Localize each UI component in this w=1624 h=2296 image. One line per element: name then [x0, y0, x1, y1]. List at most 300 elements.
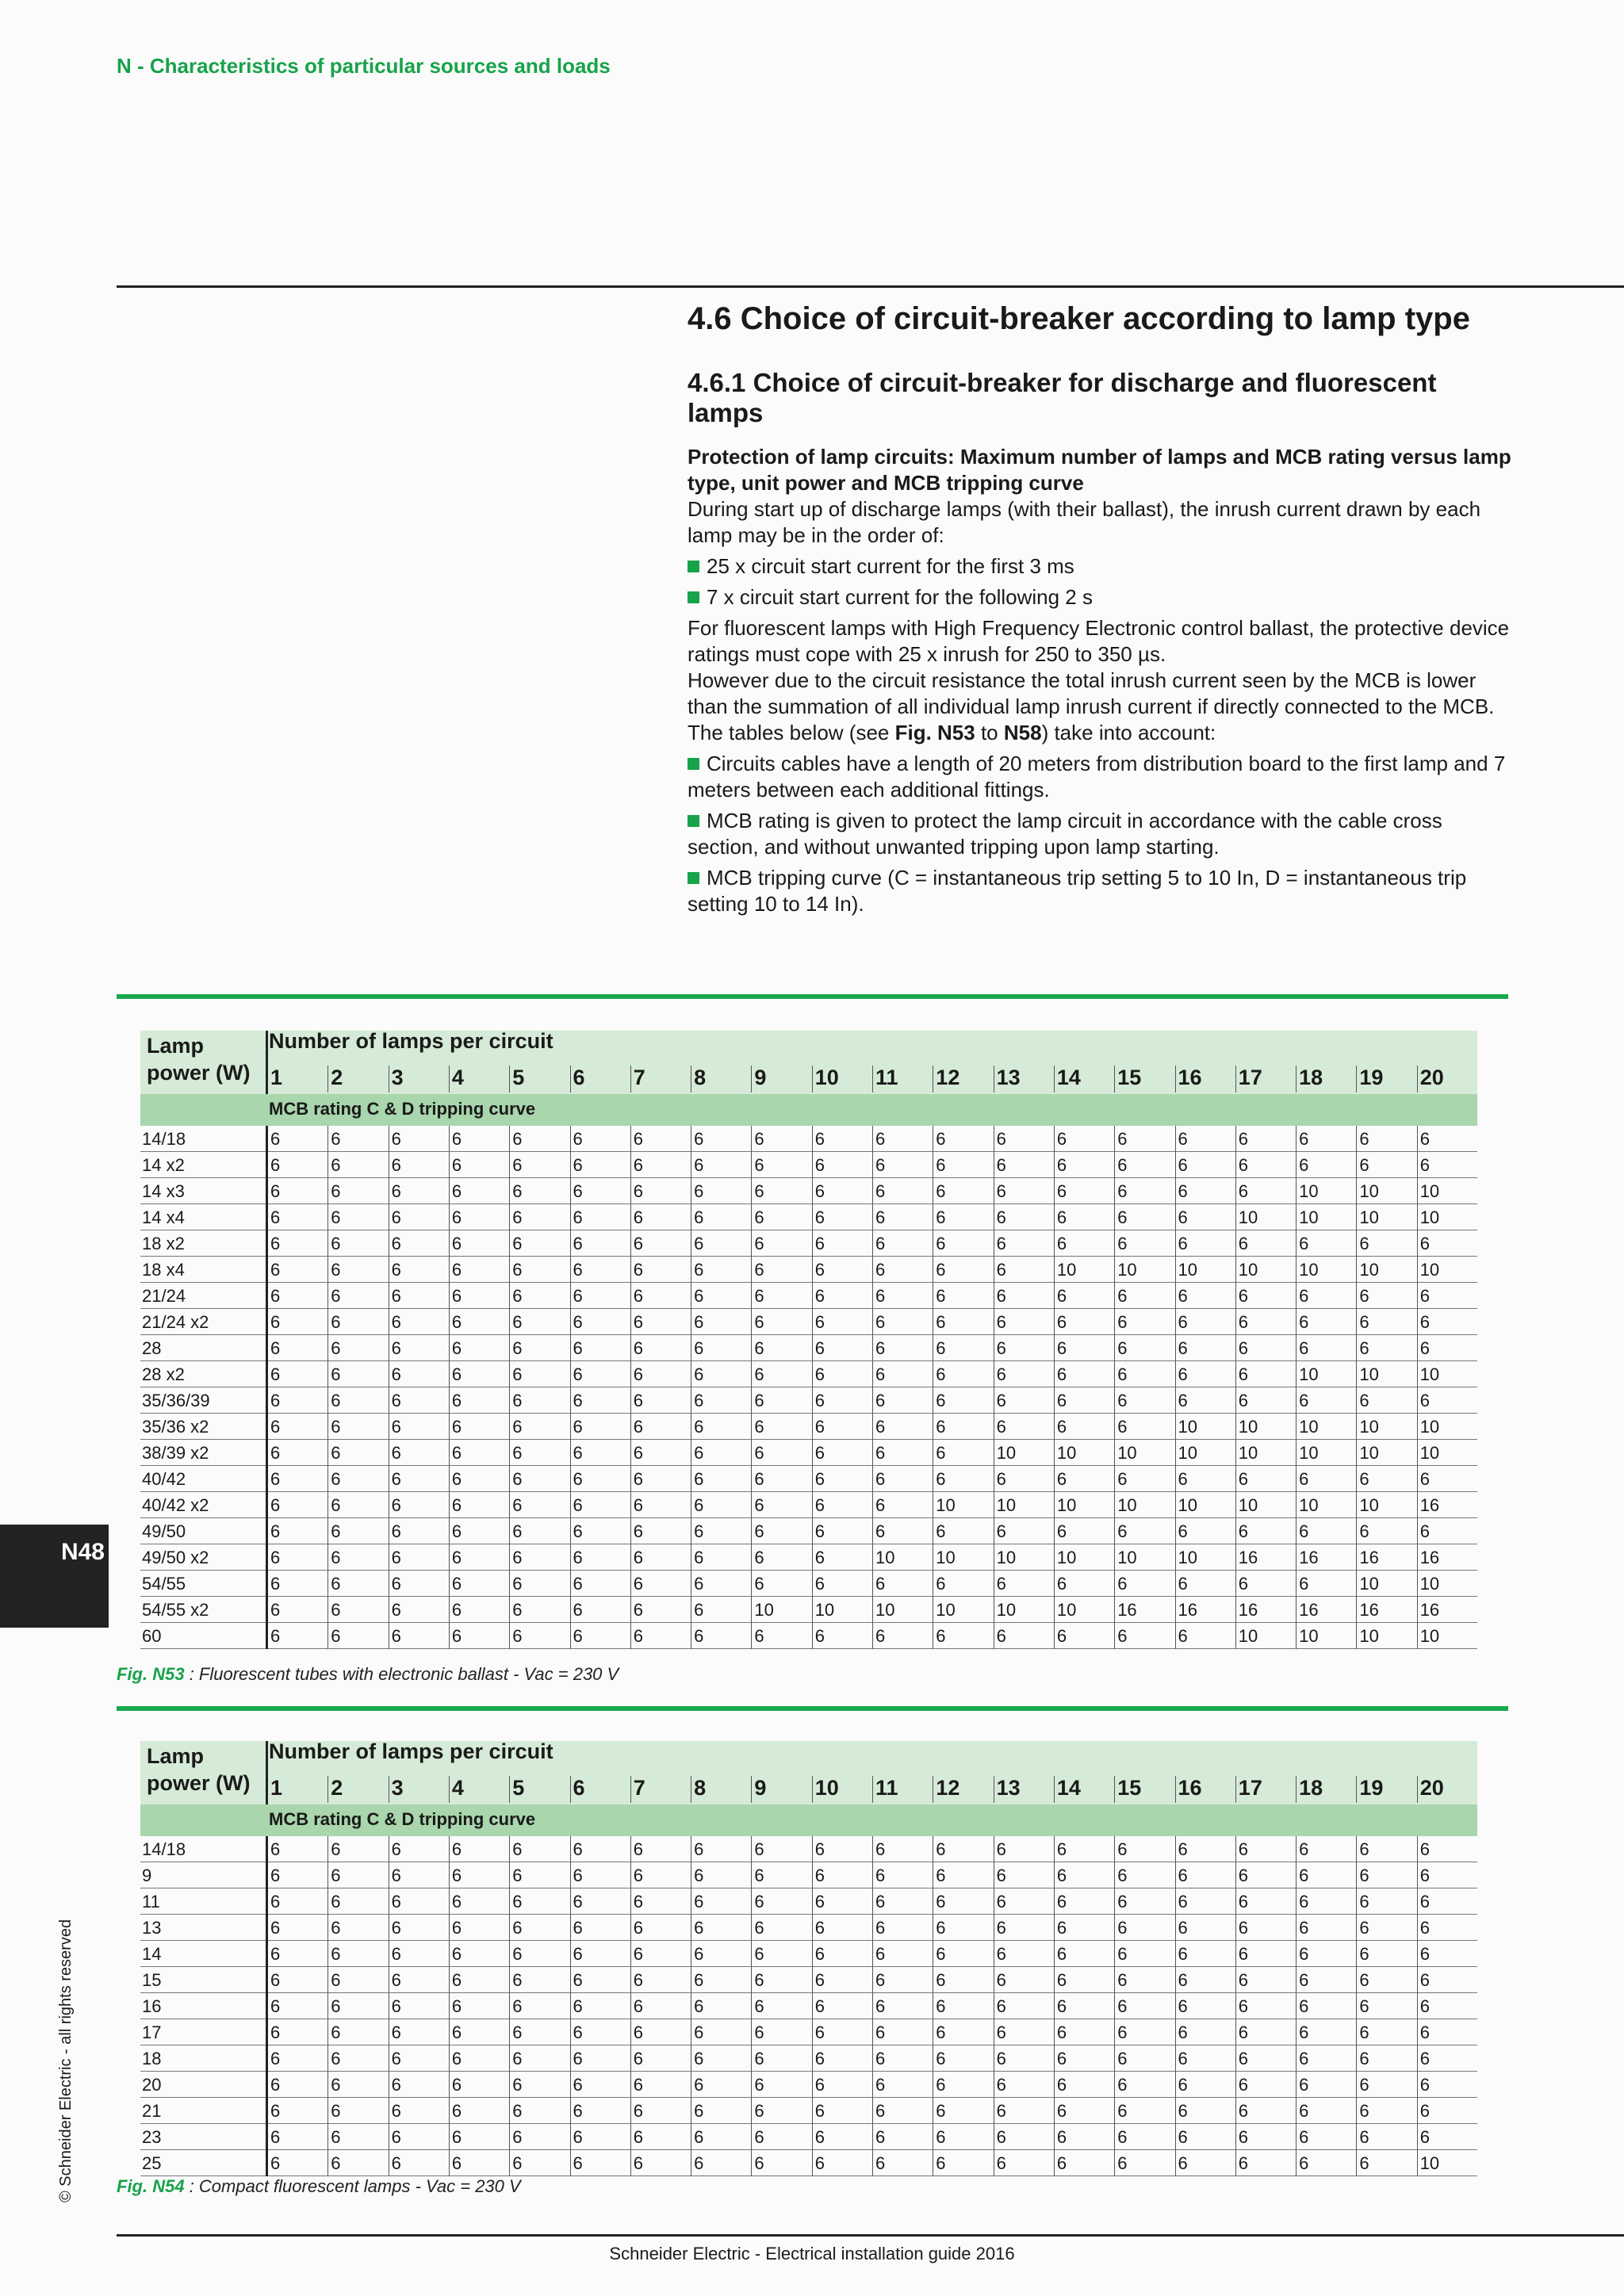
column-separator [812, 2045, 813, 2072]
mcb-rating-cell: 6 [936, 1626, 946, 1646]
top-rule [117, 285, 1624, 288]
mcb-rating-cell: 6 [1299, 1391, 1309, 1410]
column-separator [1114, 1941, 1115, 1967]
mcb-rating-cell: 6 [512, 1892, 523, 1911]
mcb-rating-cell: 6 [451, 2127, 462, 2147]
column-separator [751, 1126, 752, 1152]
mcb-rating-cell: 6 [391, 1417, 401, 1437]
column-separator [630, 2098, 631, 2124]
mcb-rating-cell: 6 [331, 1469, 341, 1489]
table-row [140, 2019, 1477, 2045]
label-column-rule [266, 1283, 268, 1309]
column-separator [1054, 1836, 1055, 1862]
mcb-rating-cell: 10 [936, 1548, 956, 1567]
column-separator [1054, 1152, 1055, 1178]
mcb-rating-cell: 10 [1419, 1443, 1440, 1463]
mcb-rating-cell: 6 [512, 1234, 523, 1253]
column-separator [630, 1230, 631, 1257]
mcb-rating-cell: 10 [936, 1600, 956, 1620]
mcb-rating-cell: 6 [270, 1866, 281, 1885]
column-separator [509, 2150, 510, 2176]
column-separator [812, 1492, 813, 1518]
mcb-rating-cell: 6 [270, 1286, 281, 1306]
table-row [140, 1967, 1477, 1993]
column-separator [327, 1836, 328, 1862]
mcb-rating-cell: 6 [1056, 1181, 1067, 1201]
mcb-rating-cell: 10 [875, 1548, 895, 1567]
mcb-rating-cell: 6 [391, 1892, 401, 1911]
column-separator [449, 1967, 450, 1993]
mcb-rating-cell: 6 [754, 2153, 764, 2173]
mcb-rating-cell: 6 [270, 1312, 281, 1332]
column-header: 20 [1419, 1066, 1444, 1089]
mcb-rating-cell: 6 [391, 1866, 401, 1885]
label-column-rule [266, 1544, 268, 1571]
mcb-rating-cell: 6 [875, 1495, 886, 1515]
lamp-power-cell: 17 [142, 2022, 162, 2042]
mcb-rating-cell: 10 [1178, 1548, 1197, 1567]
mcb-rating-cell: 6 [936, 1469, 946, 1489]
column-separator [872, 1571, 873, 1597]
mcb-rating-cell: 6 [1419, 2049, 1430, 2068]
lamp-power-cell: 9 [142, 1866, 152, 1885]
column-separator [1417, 1283, 1418, 1309]
mcb-rating-cell: 6 [754, 2127, 764, 2147]
mcb-rating-cell: 6 [996, 1918, 1006, 1938]
fig-label: Fig. N53 [117, 1664, 185, 1684]
mcb-rating-cell: 6 [875, 1469, 886, 1489]
mcb-rating-cell: 6 [451, 1626, 462, 1646]
mcb-rating-cell: 6 [694, 1866, 704, 1885]
column-header: 12 [936, 1066, 960, 1089]
column-separator [1114, 1466, 1115, 1492]
mcb-rating-cell: 6 [694, 2049, 704, 2068]
mcb-rating-cell: 6 [875, 1944, 886, 1964]
mcb-rating-cell: 6 [270, 1970, 281, 1990]
mcb-rating-cell: 6 [391, 1129, 401, 1149]
column-separator [751, 1518, 752, 1544]
mcb-rating-cell: 6 [633, 1260, 644, 1280]
mcb-rating-cell: 6 [633, 2022, 644, 2042]
mcb-rating-cell: 6 [1056, 1155, 1067, 1175]
column-separator [630, 2124, 631, 2150]
mcb-rating-cell: 6 [391, 2101, 401, 2121]
mcb-rating-cell: 6 [1178, 2153, 1188, 2173]
column-separator [449, 1178, 450, 1204]
column-separator [1356, 1776, 1357, 1803]
mcb-rating-cell: 6 [694, 1892, 704, 1911]
mcb-rating-cell: 6 [1056, 1521, 1067, 1541]
mcb-rating-cell: 6 [391, 1970, 401, 1990]
mcb-rating-cell: 6 [1117, 1892, 1128, 1911]
column-separator [1114, 1776, 1115, 1803]
column-header: 16 [1178, 1066, 1202, 1089]
column-separator [449, 1066, 450, 1093]
mcb-rating-cell: 10 [1056, 1548, 1077, 1567]
label-column-rule [266, 1597, 268, 1623]
mcb-rating-cell: 6 [1419, 1391, 1430, 1410]
mcb-rating-cell: 6 [573, 1338, 583, 1358]
column-separator [570, 1257, 571, 1283]
column-separator [570, 1941, 571, 1967]
mcb-rating-cell: 6 [573, 1286, 583, 1306]
mcb-rating-cell: 6 [331, 1626, 341, 1646]
mcb-rating-cell: 6 [754, 1286, 764, 1306]
mcb-rating-cell: 10 [1419, 1417, 1440, 1437]
mcb-rating-cell: 6 [1419, 1996, 1430, 2016]
column-separator [751, 1597, 752, 1623]
column-separator [630, 1623, 631, 1649]
column-separator [1175, 1967, 1176, 1993]
column-separator [872, 1387, 873, 1414]
mcb-rating-cell: 6 [270, 1918, 281, 1938]
column-separator [327, 1597, 328, 1623]
table-row [140, 1993, 1477, 2019]
column-separator [872, 1623, 873, 1649]
mcb-rating-cell: 6 [512, 1600, 523, 1620]
mcb-rating-cell: 6 [331, 1574, 341, 1594]
label-column-rule [266, 1862, 268, 1888]
mcb-rating-cell: 6 [512, 2075, 523, 2095]
column-separator [1054, 1309, 1055, 1335]
mcb-rating-cell: 6 [936, 2153, 946, 2173]
mcb-rating-cell: 6 [1419, 1129, 1430, 1149]
table-row [140, 1204, 1477, 1230]
mcb-rating-cell: 6 [391, 1839, 401, 1859]
mcb-rating-cell: 6 [875, 1626, 886, 1646]
mcb-rating-cell: 16 [1359, 1548, 1379, 1567]
column-separator [1114, 1492, 1115, 1518]
column-separator [1175, 1862, 1176, 1888]
mcb-rating-cell: 6 [814, 2075, 825, 2095]
column-separator [1356, 1915, 1357, 1941]
column-separator [630, 1283, 631, 1309]
column-separator [1114, 1967, 1115, 1993]
column-separator [751, 1862, 752, 1888]
mcb-rating-cell: 10 [1359, 1364, 1379, 1384]
mcb-rating-cell: 6 [1178, 2049, 1188, 2068]
column-separator [570, 1623, 571, 1649]
column-separator [1356, 1283, 1357, 1309]
column-separator [630, 1466, 631, 1492]
column-separator [1175, 1126, 1176, 1152]
column-separator [1235, 1492, 1236, 1518]
column-separator [1235, 1440, 1236, 1466]
mcb-rating-cell: 6 [814, 1866, 825, 1885]
mcb-rating-cell: 6 [1238, 2101, 1249, 2121]
mcb-rating-cell: 6 [694, 1839, 704, 1859]
mcb-rating-cell: 6 [996, 1155, 1006, 1175]
label-column-rule [266, 1204, 268, 1230]
column-separator [751, 2019, 752, 2045]
mcb-rating-cell: 6 [573, 2075, 583, 2095]
mcb-rating-cell: 6 [1178, 1996, 1188, 2016]
column-separator [1054, 1967, 1055, 1993]
mcb-rating-cell: 10 [1299, 1626, 1319, 1646]
bullet-2 [688, 584, 1514, 610]
mcb-rating-cell: 6 [1056, 1626, 1067, 1646]
mcb-rating-cell: 6 [754, 1443, 764, 1463]
mcb-rating-cell: 6 [270, 2101, 281, 2121]
column-separator [449, 1283, 450, 1309]
column-separator [1054, 1204, 1055, 1230]
mcb-rating-cell: 6 [573, 1944, 583, 1964]
mcb-rating-cell: 10 [1299, 1207, 1319, 1227]
column-separator [1235, 1414, 1236, 1440]
column-separator [1296, 1571, 1297, 1597]
mcb-rating-cell: 6 [1117, 1338, 1128, 1358]
mcb-rating-cell: 6 [451, 1312, 462, 1332]
column-separator [449, 2072, 450, 2098]
column-separator [1114, 1309, 1115, 1335]
mcb-rating-cell: 6 [1238, 2153, 1249, 2173]
mcb-subheader [140, 1094, 1477, 1126]
column-separator [751, 1387, 752, 1414]
mcb-rating-cell: 6 [936, 1892, 946, 1911]
mcb-rating-cell: 6 [1238, 1574, 1249, 1594]
mcb-rating-cell: 6 [451, 1207, 462, 1227]
mcb-rating-cell: 6 [814, 1626, 825, 1646]
column-separator [1296, 1862, 1297, 1888]
mcb-rating-cell: 6 [936, 2049, 946, 2068]
mcb-rating-cell: 6 [391, 1364, 401, 1384]
column-separator [872, 1492, 873, 1518]
column-separator [812, 1941, 813, 1967]
column-separator [1356, 1571, 1357, 1597]
mcb-rating-cell: 6 [270, 1443, 281, 1463]
column-separator [1175, 1597, 1176, 1623]
mcb-subheader [140, 1804, 1477, 1836]
column-separator [872, 1915, 873, 1941]
mcb-rating-cell: 6 [573, 1443, 583, 1463]
column-separator [509, 1571, 510, 1597]
mcb-rating-cell: 10 [1419, 2153, 1440, 2173]
column-separator [1296, 1836, 1297, 1862]
mcb-rating-cell: 6 [936, 1312, 946, 1332]
mcb-rating-cell: 6 [814, 1548, 825, 1567]
table-row [140, 1309, 1477, 1335]
mcb-rating-cell: 6 [633, 1338, 644, 1358]
mcb-rating-cell: 6 [1178, 2022, 1188, 2042]
column-separator [1296, 2150, 1297, 2176]
mcb-rating-cell: 6 [512, 1521, 523, 1541]
mcb-rating-cell: 10 [1178, 1495, 1197, 1515]
subsection-title: 4.6.1 Choice of circuit-breaker for discharge and fluorescent lamps [688, 368, 1437, 427]
column-separator [872, 1776, 873, 1803]
mcb-rating-cell: 6 [875, 1155, 886, 1175]
mcb-rating-cell: 6 [754, 1391, 764, 1410]
mcb-rating-cell: 6 [814, 1391, 825, 1410]
mcb-rating-cell: 6 [1359, 1944, 1369, 1964]
label-column-rule [266, 2098, 268, 2124]
mcb-rating-cell: 6 [573, 1129, 583, 1149]
mcb-rating-cell: 6 [1178, 1338, 1188, 1358]
column-separator [570, 1309, 571, 1335]
mcb-rating-cell: 6 [1117, 1312, 1128, 1332]
mcb-rating-cell: 6 [1359, 1286, 1369, 1306]
column-header: 3 [391, 1066, 404, 1089]
mcb-rating-cell: 6 [1299, 1574, 1309, 1594]
column-separator [1356, 1178, 1357, 1204]
column-separator [509, 1836, 510, 1862]
lamps-per-circuit-header: Number of lamps per circuit [269, 1739, 553, 1763]
column-separator [1296, 1492, 1297, 1518]
mcb-rating-cell: 6 [1299, 1866, 1309, 1885]
column-separator [630, 1257, 631, 1283]
mcb-rating-cell: 6 [270, 1181, 281, 1201]
mcb-rating-cell: 6 [451, 1234, 462, 1253]
column-separator [1054, 1230, 1055, 1257]
column-separator [1114, 1544, 1115, 1571]
column-separator [1114, 2045, 1115, 2072]
mcb-rating-cell: 6 [451, 2153, 462, 2173]
mcb-rating-cell: 6 [391, 1521, 401, 1541]
mcb-rating-cell: 6 [1238, 1521, 1249, 1541]
mcb-rating-cell: 6 [1299, 2049, 1309, 2068]
mcb-rating-cell: 6 [814, 1443, 825, 1463]
column-separator [1114, 1152, 1115, 1178]
mcb-rating-cell: 6 [996, 2101, 1006, 2121]
column-separator [751, 2072, 752, 2098]
mcb-rating-cell: 6 [512, 2153, 523, 2173]
mcb-rating-cell: 6 [331, 1918, 341, 1938]
column-separator [812, 2019, 813, 2045]
column-separator [1235, 1941, 1236, 1967]
column-separator [1054, 1066, 1055, 1093]
column-separator [1235, 1126, 1236, 1152]
column-separator [570, 1836, 571, 1862]
column-separator [1054, 1492, 1055, 1518]
column-separator [509, 2045, 510, 2072]
mcb-rating-cell: 10 [1359, 1495, 1379, 1515]
mcb-rating-cell: 6 [633, 1129, 644, 1149]
column-separator [1296, 1387, 1297, 1414]
mcb-rating-cell: 6 [754, 1944, 764, 1964]
mcb-rating-cell: 6 [936, 1338, 946, 1358]
mcb-rating-cell: 6 [1056, 1866, 1067, 1885]
mcb-rating-cell: 6 [331, 1312, 341, 1332]
mcb-rating-cell: 6 [996, 1469, 1006, 1489]
mcb-rating-cell: 6 [694, 1417, 704, 1437]
column-separator [1356, 1066, 1357, 1093]
mcb-rating-cell: 6 [694, 1286, 704, 1306]
mcb-rating-cell: 6 [694, 1391, 704, 1410]
column-header: 13 [996, 1776, 1021, 1800]
mcb-rating-cell: 6 [936, 1417, 946, 1437]
column-separator [751, 1776, 752, 1803]
table-row [140, 1440, 1477, 1466]
column-separator [630, 1993, 631, 2019]
column-separator [1417, 1066, 1418, 1093]
column-separator [630, 1152, 631, 1178]
column-separator [751, 1836, 752, 1862]
column-separator [1235, 1466, 1236, 1492]
mcb-rating-cell: 6 [1359, 1155, 1369, 1175]
mcb-rating-cell: 6 [1117, 1286, 1128, 1306]
column-separator [327, 1283, 328, 1309]
mcb-rating-cell: 6 [754, 2101, 764, 2121]
mcb-rating-cell: 6 [1117, 1129, 1128, 1149]
mcb-rating-cell: 10 [1238, 1626, 1258, 1646]
mcb-rating-cell: 6 [814, 1286, 825, 1306]
mcb-rating-cell: 6 [451, 1996, 462, 2016]
column-separator [1114, 1204, 1115, 1230]
column-separator [1296, 1178, 1297, 1204]
column-separator [872, 1941, 873, 1967]
mcb-rating-cell: 6 [633, 1391, 644, 1410]
label-column-rule [266, 1440, 268, 1466]
mcb-rating-cell: 6 [754, 1866, 764, 1885]
mcb-rating-cell: 6 [573, 2049, 583, 2068]
table-row [140, 1466, 1477, 1492]
lamp-power-header: Lamp power (W) [147, 1744, 251, 1795]
mcb-rating-cell: 6 [996, 1626, 1006, 1646]
mcb-rating-cell: 6 [391, 1600, 401, 1620]
mcb-rating-cell: 6 [573, 1391, 583, 1410]
mcb-rating-cell: 6 [512, 1260, 523, 1280]
mcb-rating-cell: 6 [573, 1996, 583, 2016]
column-separator [1235, 1915, 1236, 1941]
column-separator [1356, 1623, 1357, 1649]
mcb-rating-cell: 6 [1178, 1129, 1188, 1149]
mcb-rating-cell: 6 [633, 1417, 644, 1437]
mcb-rating-cell: 6 [875, 1260, 886, 1280]
mcb-rating-cell: 6 [1056, 2049, 1067, 2068]
mcb-rating-cell: 6 [694, 1495, 704, 1515]
table-row [140, 1544, 1477, 1571]
column-separator [1235, 1544, 1236, 1571]
column-separator [509, 1335, 510, 1361]
mcb-rating-cell: 6 [1117, 1996, 1128, 2016]
mcb-rating-cell: 6 [694, 1918, 704, 1938]
column-separator [1417, 1518, 1418, 1544]
mcb-rating-cell: 6 [814, 1996, 825, 2016]
column-header: 2 [331, 1066, 343, 1089]
column-separator [872, 1178, 873, 1204]
column-separator [1235, 1623, 1236, 1649]
mcb-rating-label: MCB rating C & D tripping curve [269, 1809, 536, 1829]
mcb-rating-cell: 6 [754, 1207, 764, 1227]
table-fig-n53 [140, 1031, 1477, 1649]
mcb-rating-cell: 6 [936, 1996, 946, 2016]
column-separator [812, 1518, 813, 1544]
column-separator [1175, 1518, 1176, 1544]
mcb-rating-cell: 6 [1056, 1338, 1067, 1358]
mcb-rating-cell: 6 [1056, 1312, 1067, 1332]
column-separator [812, 1888, 813, 1915]
mcb-rating-cell: 6 [1299, 2153, 1309, 2173]
column-separator [449, 2098, 450, 2124]
column-separator [327, 1414, 328, 1440]
mcb-rating-cell: 6 [331, 1495, 341, 1515]
column-separator [1296, 1335, 1297, 1361]
column-separator [327, 1152, 328, 1178]
mcb-rating-cell: 6 [451, 1548, 462, 1567]
mcb-rating-cell: 6 [573, 1918, 583, 1938]
column-separator [630, 1126, 631, 1152]
column-separator [1114, 1440, 1115, 1466]
column-separator [630, 1309, 631, 1335]
mcb-rating-cell: 6 [875, 2075, 886, 2095]
mcb-rating-cell: 6 [694, 1944, 704, 1964]
mcb-rating-cell: 6 [1419, 1469, 1430, 1489]
column-separator [449, 1204, 450, 1230]
column-separator [751, 1361, 752, 1387]
mcb-rating-cell: 6 [633, 1207, 644, 1227]
mcb-rating-cell: 6 [391, 2127, 401, 2147]
mcb-rating-cell: 6 [1117, 1234, 1128, 1253]
mcb-rating-cell: 10 [1056, 1600, 1077, 1620]
